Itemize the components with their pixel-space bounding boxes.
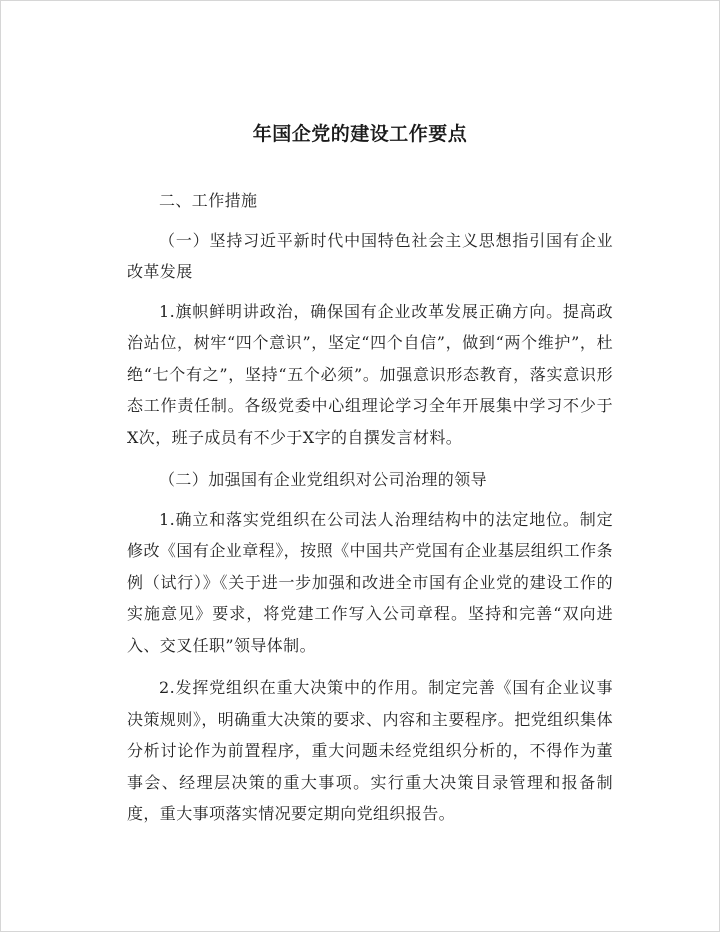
section-heading: 二、工作措施 [159, 191, 258, 210]
document-body [127, 185, 613, 841]
subsection-heading-2: （二）加强国有企业党组织对公司治理的领导 [159, 470, 488, 489]
paragraph-2-1: 1.确立和落实党组织在公司法人治理结构中的法定地位。制定修改《国有企业章程》，按照《中国共产党国有企业基层组织工作条例（试行）》《关于进一步加强和改进全市国有企业党的建设工作的实施意见》要求，将党建工作写入公司章程。坚持和完善“双向进入、交叉任职”领导体制。 [127, 509, 613, 655]
paragraph-1-1: 1.旗帜鲜明讲政治，确保国有企业改革发展正确方向。提高政治站位，树牢“四个意识”，坚定“四个自信”，做到“两个维护”，杜绝“七个有之”，坚持“五个必须”。加强意识形态教育，落实意识形态工作责任制。各级党委中心组理论学习全年开展集中学习不少于X次，班子成员有不少于X字的自撰发言材料。 [127, 301, 613, 447]
paragraph-2-2: 2.发挥党组织在重大决策中的作用。制定完善《国有企业议事决策规则》，明确重大决策的要求、内容和主要程序。把党组织集体分析讨论作为前置程序，重大问题未经党组织分析的，不得作为董事会、经理层决策的重大事项。实行重大决策目录管理和报备制度，重大事项落实情况要定期向党组织报告。 [127, 678, 613, 823]
document-title: 年国企党的建设工作要点 [252, 123, 468, 145]
subsection-heading-1: （一）坚持习近平新时代中国特色社会主义思想指引国有企业改革发展 [127, 230, 613, 281]
